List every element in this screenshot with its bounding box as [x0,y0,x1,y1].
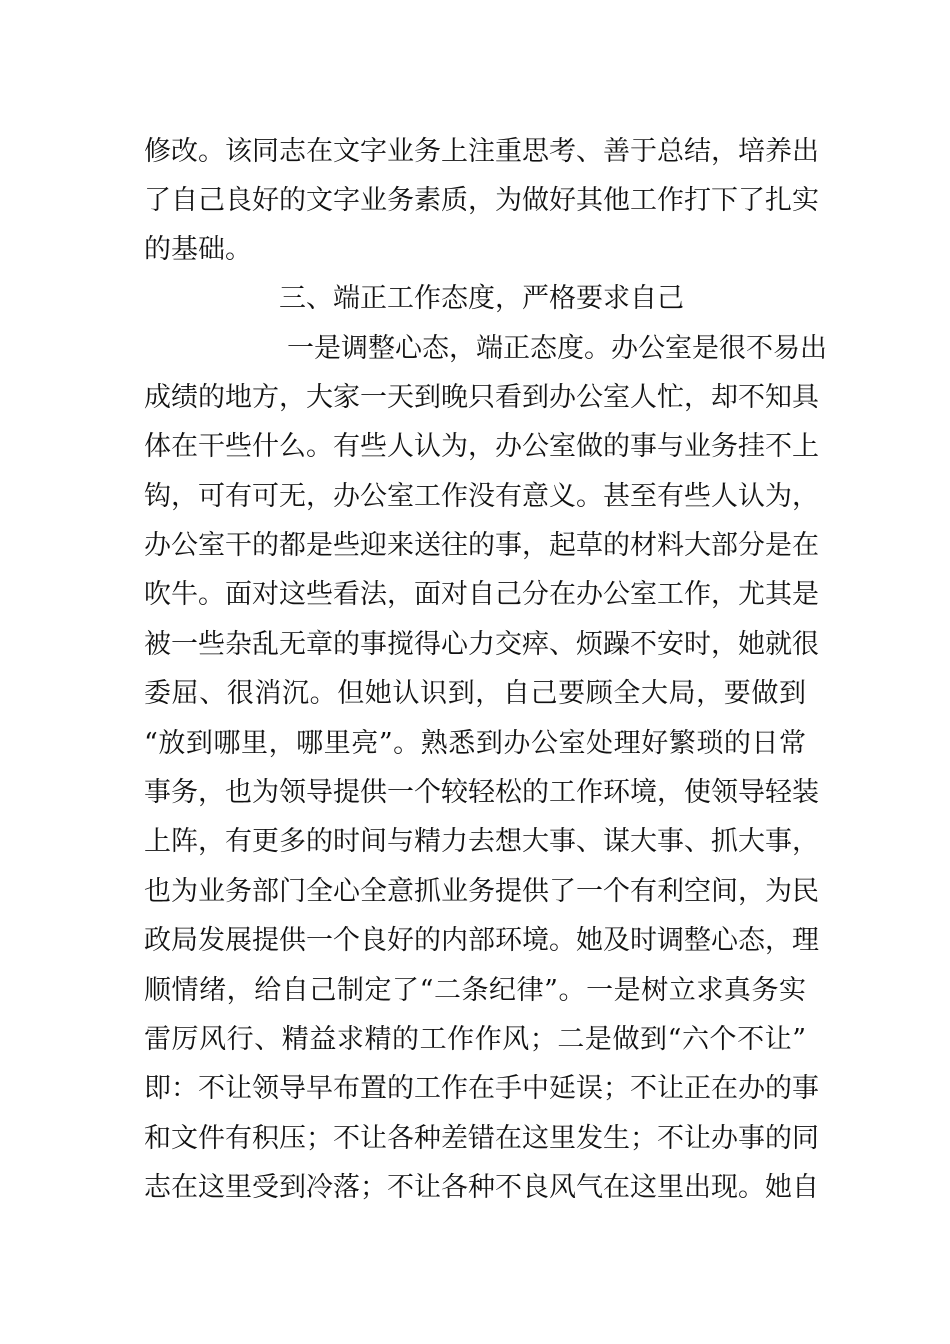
text-line: 志在这里受到冷落；不让各种不良风气在这里出现。她自 [144,1172,819,1203]
text-line: 了自己良好的文字业务素质，为做好其他工作打下了扎实 [144,185,819,216]
paragraph-first-line: 一是调整心态，端正态度。办公室是很不易出 [287,333,827,364]
text-line: 上阵，有更多的时间与精力去想大事、谋大事、抓大事， [144,826,819,857]
text-line: “放到哪里，哪里亮”。熟悉到办公室处理好繁琐的日常 [144,728,806,759]
text-line: 办公室干的都是些迎来送往的事，起草的材料大部分是在 [144,530,819,561]
text-line: 事务，也为领导提供一个较轻松的工作环境，使领导轻装 [144,777,819,808]
text-line: 即：不让领导早布置的工作在手中延误；不让正在办的事 [144,1073,819,1104]
text-line: 体在干些什么。有些人认为，办公室做的事与业务挂不上 [144,431,819,462]
text-line: 被一些杂乱无章的事搅得心力交瘁、烦躁不安时，她就很 [144,629,819,660]
text-line: 钩，可有可无，办公室工作没有意义。甚至有些人认为， [144,481,819,512]
text-line: 顺情绪，给自己制定了“二条纪律”。一是树立求真务实 [144,975,806,1006]
text-line: 吹牛。面对这些看法，面对自己分在办公室工作，尤其是 [144,579,819,610]
text-line: 雷厉风行、精益求精的工作作风；二是做到“六个不让” [144,1024,806,1055]
text-line: 政局发展提供一个良好的内部环境。她及时调整心态，理 [144,925,819,956]
section-heading: 三、端正工作态度，严格要求自己 [279,283,684,314]
text-line: 委屈、很消沉。但她认识到，自己要顾全大局，要做到 [144,678,806,709]
text-line: 修改。该同志在文字业务上注重思考、善于总结，培养出 [144,136,819,167]
text-line: 也为业务部门全心全意抓业务提供了一个有利空间，为民 [144,876,819,907]
text-line: 的基础。 [144,234,252,265]
text-line: 成绩的地方，大家一天到晚只看到办公室人忙，却不知具 [144,382,819,413]
text-line: 和文件有积压；不让各种差错在这里发生；不让办事的同 [144,1123,819,1154]
